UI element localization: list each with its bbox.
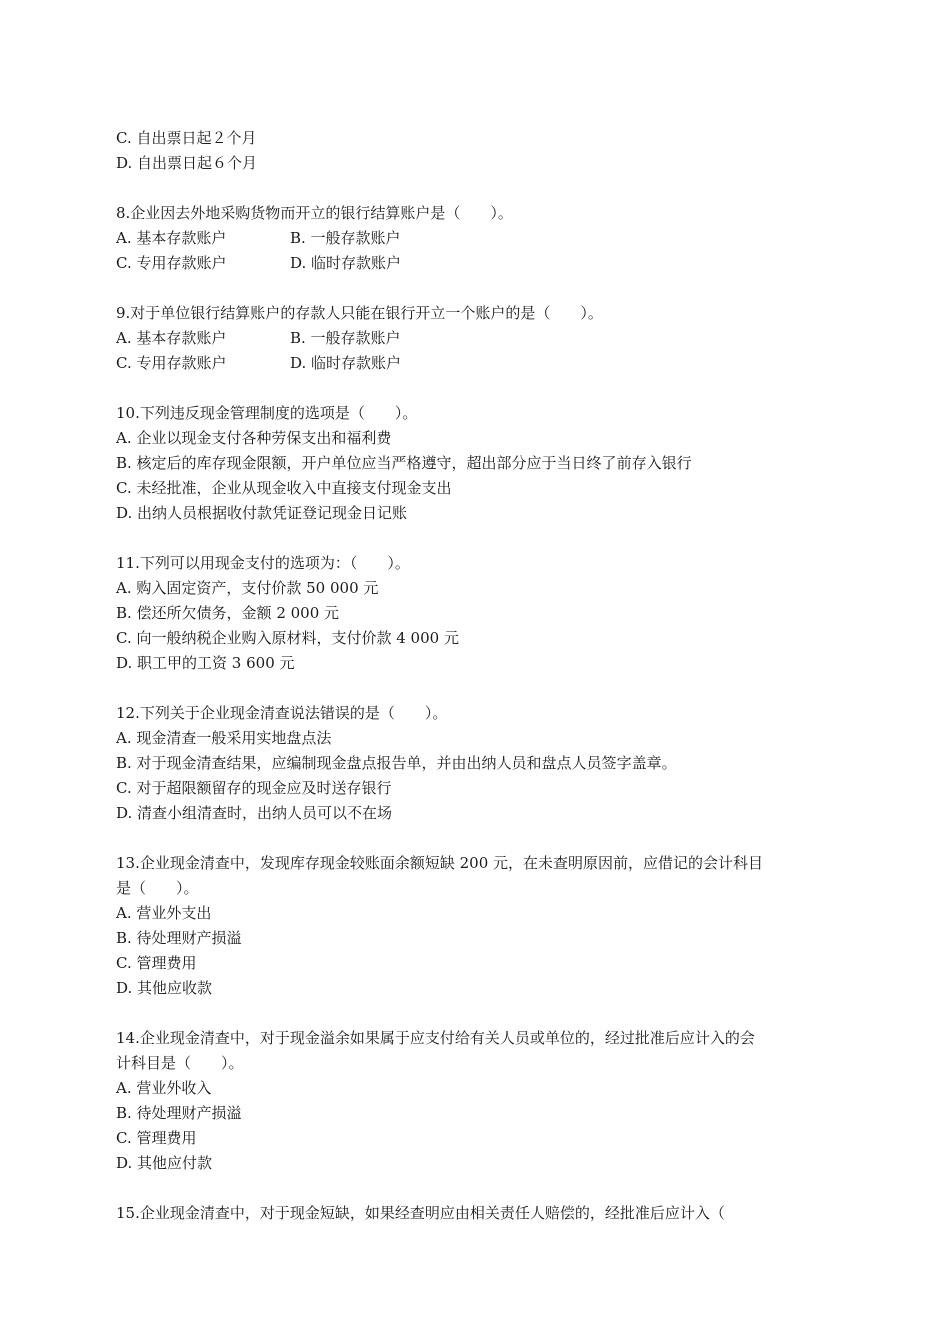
q9-option-c: C. 专用存款账户 — [116, 354, 227, 372]
q11-option-b: B. 偿还所欠债务，金额 2 000 元 — [116, 604, 340, 622]
q11-option-d: D. 职工甲的工资 3 600 元 — [116, 654, 295, 672]
q10-option-b: B. 核定后的库存现金限额，开户单位应当严格遵守，超出部分应于当日终了前存入银行 — [116, 454, 692, 472]
q14-option-a: A. 营业外收入 — [116, 1079, 212, 1097]
q8-options-row-2 — [116, 251, 836, 276]
q7-option-d: D. 自出票日起６个月 — [116, 154, 258, 172]
q14-option-c: C. 管理费用 — [116, 1129, 197, 1147]
q9-option-a: A. 基本存款账户 — [116, 329, 227, 347]
document-page — [116, 126, 836, 1226]
q14-title-line-2: 计科目是（ ）。 — [116, 1054, 244, 1072]
q12-option-d: D. 清查小组清查时，出纳人员可以不在场 — [116, 804, 393, 822]
q10-title: 10.下列违反现金管理制度的选项是（ ）。 — [116, 404, 418, 422]
q14-option-d: D. 其他应付款 — [116, 1154, 213, 1172]
q8-options-row-1 — [116, 226, 836, 251]
q11-option-c: C. 向一般纳税企业购入原材料，支付价款 4 000 元 — [116, 629, 459, 647]
q13-option-d: D. 其他应收款 — [116, 979, 213, 997]
q14-title-line-1: 14.企业现金清查中，对于现金溢余如果属于应支付给有关人员或单位的，经过批准后应计入的会 — [116, 1029, 755, 1047]
q13-option-b: B. 待处理财产损溢 — [116, 929, 242, 947]
q11-title: 11.下列可以用现金支付的选项为：（ ）。 — [116, 554, 410, 572]
q13-option-a: A. 营业外支出 — [116, 904, 212, 922]
q8-option-d: D. 临时存款账户 — [290, 254, 402, 272]
q7-option-c: C. 自出票日起２个月 — [116, 129, 257, 147]
q13-title-line-2: 是（ ）。 — [116, 879, 199, 897]
q13-option-c: C. 管理费用 — [116, 954, 197, 972]
q14-option-b: B. 待处理财产损溢 — [116, 1104, 242, 1122]
q9-options-row-2 — [116, 351, 836, 376]
q12-option-b: B. 对于现金清查结果，应编制现金盘点报告单，并由出纳人员和盘点人员签字盖章。 — [116, 754, 677, 772]
q8-option-c: C. 专用存款账户 — [116, 254, 227, 272]
q10-option-a: A. 企业以现金支付各种劳保支出和福利费 — [116, 429, 392, 447]
q11-option-a: A. 购入固定资产，支付价款 50 000 元 — [116, 579, 379, 597]
q10-option-c: C. 未经批准，企业从现金收入中直接支付现金支出 — [116, 479, 452, 497]
q12-title: 12.下列关于企业现金清查说法错误的是（ ）。 — [116, 704, 448, 722]
q12-option-a: A. 现金清查一般采用实地盘点法 — [116, 729, 332, 747]
q8-option-a: A. 基本存款账户 — [116, 229, 227, 247]
q9-option-b: B. 一般存款账户 — [290, 329, 401, 347]
q9-title: 9.对于单位银行结算账户的存款人只能在银行开立一个账户的是（ ）。 — [116, 304, 603, 322]
q12-option-c: C. 对于超限额留存的现金应及时送存银行 — [116, 779, 392, 797]
q13-title-line-1: 13.企业现金清查中，发现库存现金较账面余额短缺 200 元，在未查明原因前，应借记的会计科目 — [116, 854, 764, 872]
q9-options-row-1 — [116, 326, 836, 351]
q8-title: 8.企业因去外地采购货物而开立的银行结算账户是（ ）。 — [116, 204, 513, 222]
q8-option-b: B. 一般存款账户 — [290, 229, 401, 247]
q10-option-d: D. 出纳人员根据收付款凭证登记现金日记账 — [116, 504, 408, 522]
q15-title: 15.企业现金清查中，对于现金短缺，如果经查明应由相关责任人赔偿的，经批准后应计入（ — [116, 1204, 725, 1222]
q9-option-d: D. 临时存款账户 — [290, 354, 402, 372]
